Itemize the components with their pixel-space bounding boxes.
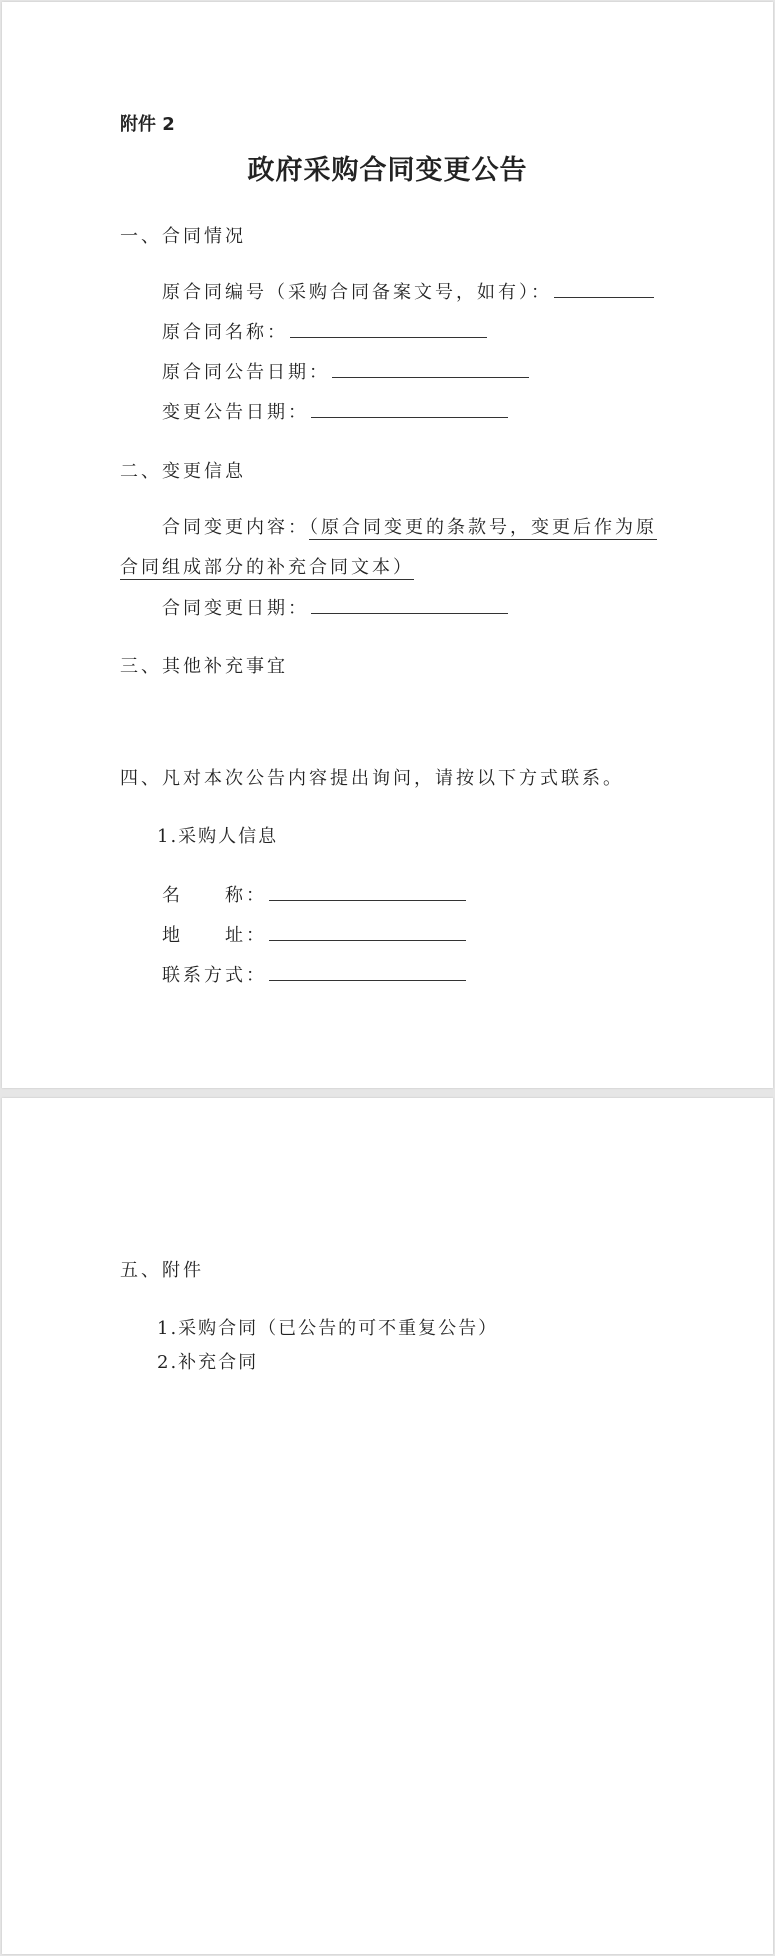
field-label: 合同变更日期： bbox=[162, 598, 309, 619]
field-label: 名 称： bbox=[162, 885, 267, 906]
blank-line bbox=[269, 922, 466, 941]
field-change-content-cont bbox=[120, 553, 414, 579]
blank-line bbox=[554, 279, 654, 298]
annex-label: 附件 2 bbox=[120, 114, 175, 135]
field-change-content bbox=[162, 513, 657, 539]
field-label: 原合同名称： bbox=[162, 322, 288, 343]
section-1-heading: 一、合同情况 bbox=[120, 226, 246, 247]
blank-line bbox=[311, 399, 508, 418]
field-purchaser-address bbox=[162, 921, 466, 947]
section-4-heading: 四、凡对本次公告内容提出询问，请按以下方式联系。 bbox=[120, 768, 624, 789]
field-original-contract-number bbox=[162, 278, 654, 304]
blank-line bbox=[290, 319, 487, 338]
field-label: 合同变更内容： bbox=[162, 517, 309, 538]
document-page-1 bbox=[2, 2, 773, 1088]
section-2-heading: 二、变更信息 bbox=[120, 461, 246, 482]
blank-line bbox=[332, 359, 529, 378]
field-purchaser-name bbox=[162, 881, 466, 907]
field-label: 原合同编号（采购合同备案文号，如有）： bbox=[162, 282, 552, 303]
field-original-announcement-date bbox=[162, 358, 529, 384]
change-content-value-line-2: 合同组成部分的补充合同文本） bbox=[120, 557, 414, 578]
purchaser-info-heading: 1.采购人信息 bbox=[157, 826, 279, 847]
blank-line bbox=[269, 882, 466, 901]
change-content-value-line-1: （原合同变更的条款号，变更后作为原 bbox=[309, 517, 657, 538]
field-label: 地 址： bbox=[162, 925, 267, 946]
field-change-date bbox=[162, 594, 508, 620]
field-label: 联系方式： bbox=[162, 965, 267, 986]
field-original-contract-name bbox=[162, 318, 487, 344]
section-5-heading: 五、附件 bbox=[120, 1260, 204, 1281]
document-page-2 bbox=[2, 1098, 773, 1954]
field-label: 变更公告日期： bbox=[162, 402, 309, 423]
attachment-item-1: 1.采购合同（已公告的可不重复公告） bbox=[157, 1318, 499, 1339]
attachment-item-2: 2.补充合同 bbox=[157, 1352, 259, 1373]
field-label: 原合同公告日期： bbox=[162, 362, 330, 383]
document-title: 政府采购合同变更公告 bbox=[247, 155, 528, 186]
field-change-announcement-date bbox=[162, 398, 508, 424]
field-purchaser-contact bbox=[162, 961, 466, 987]
blank-line bbox=[269, 962, 466, 981]
blank-line bbox=[311, 595, 508, 614]
section-3-heading: 三、其他补充事宜 bbox=[120, 656, 288, 677]
